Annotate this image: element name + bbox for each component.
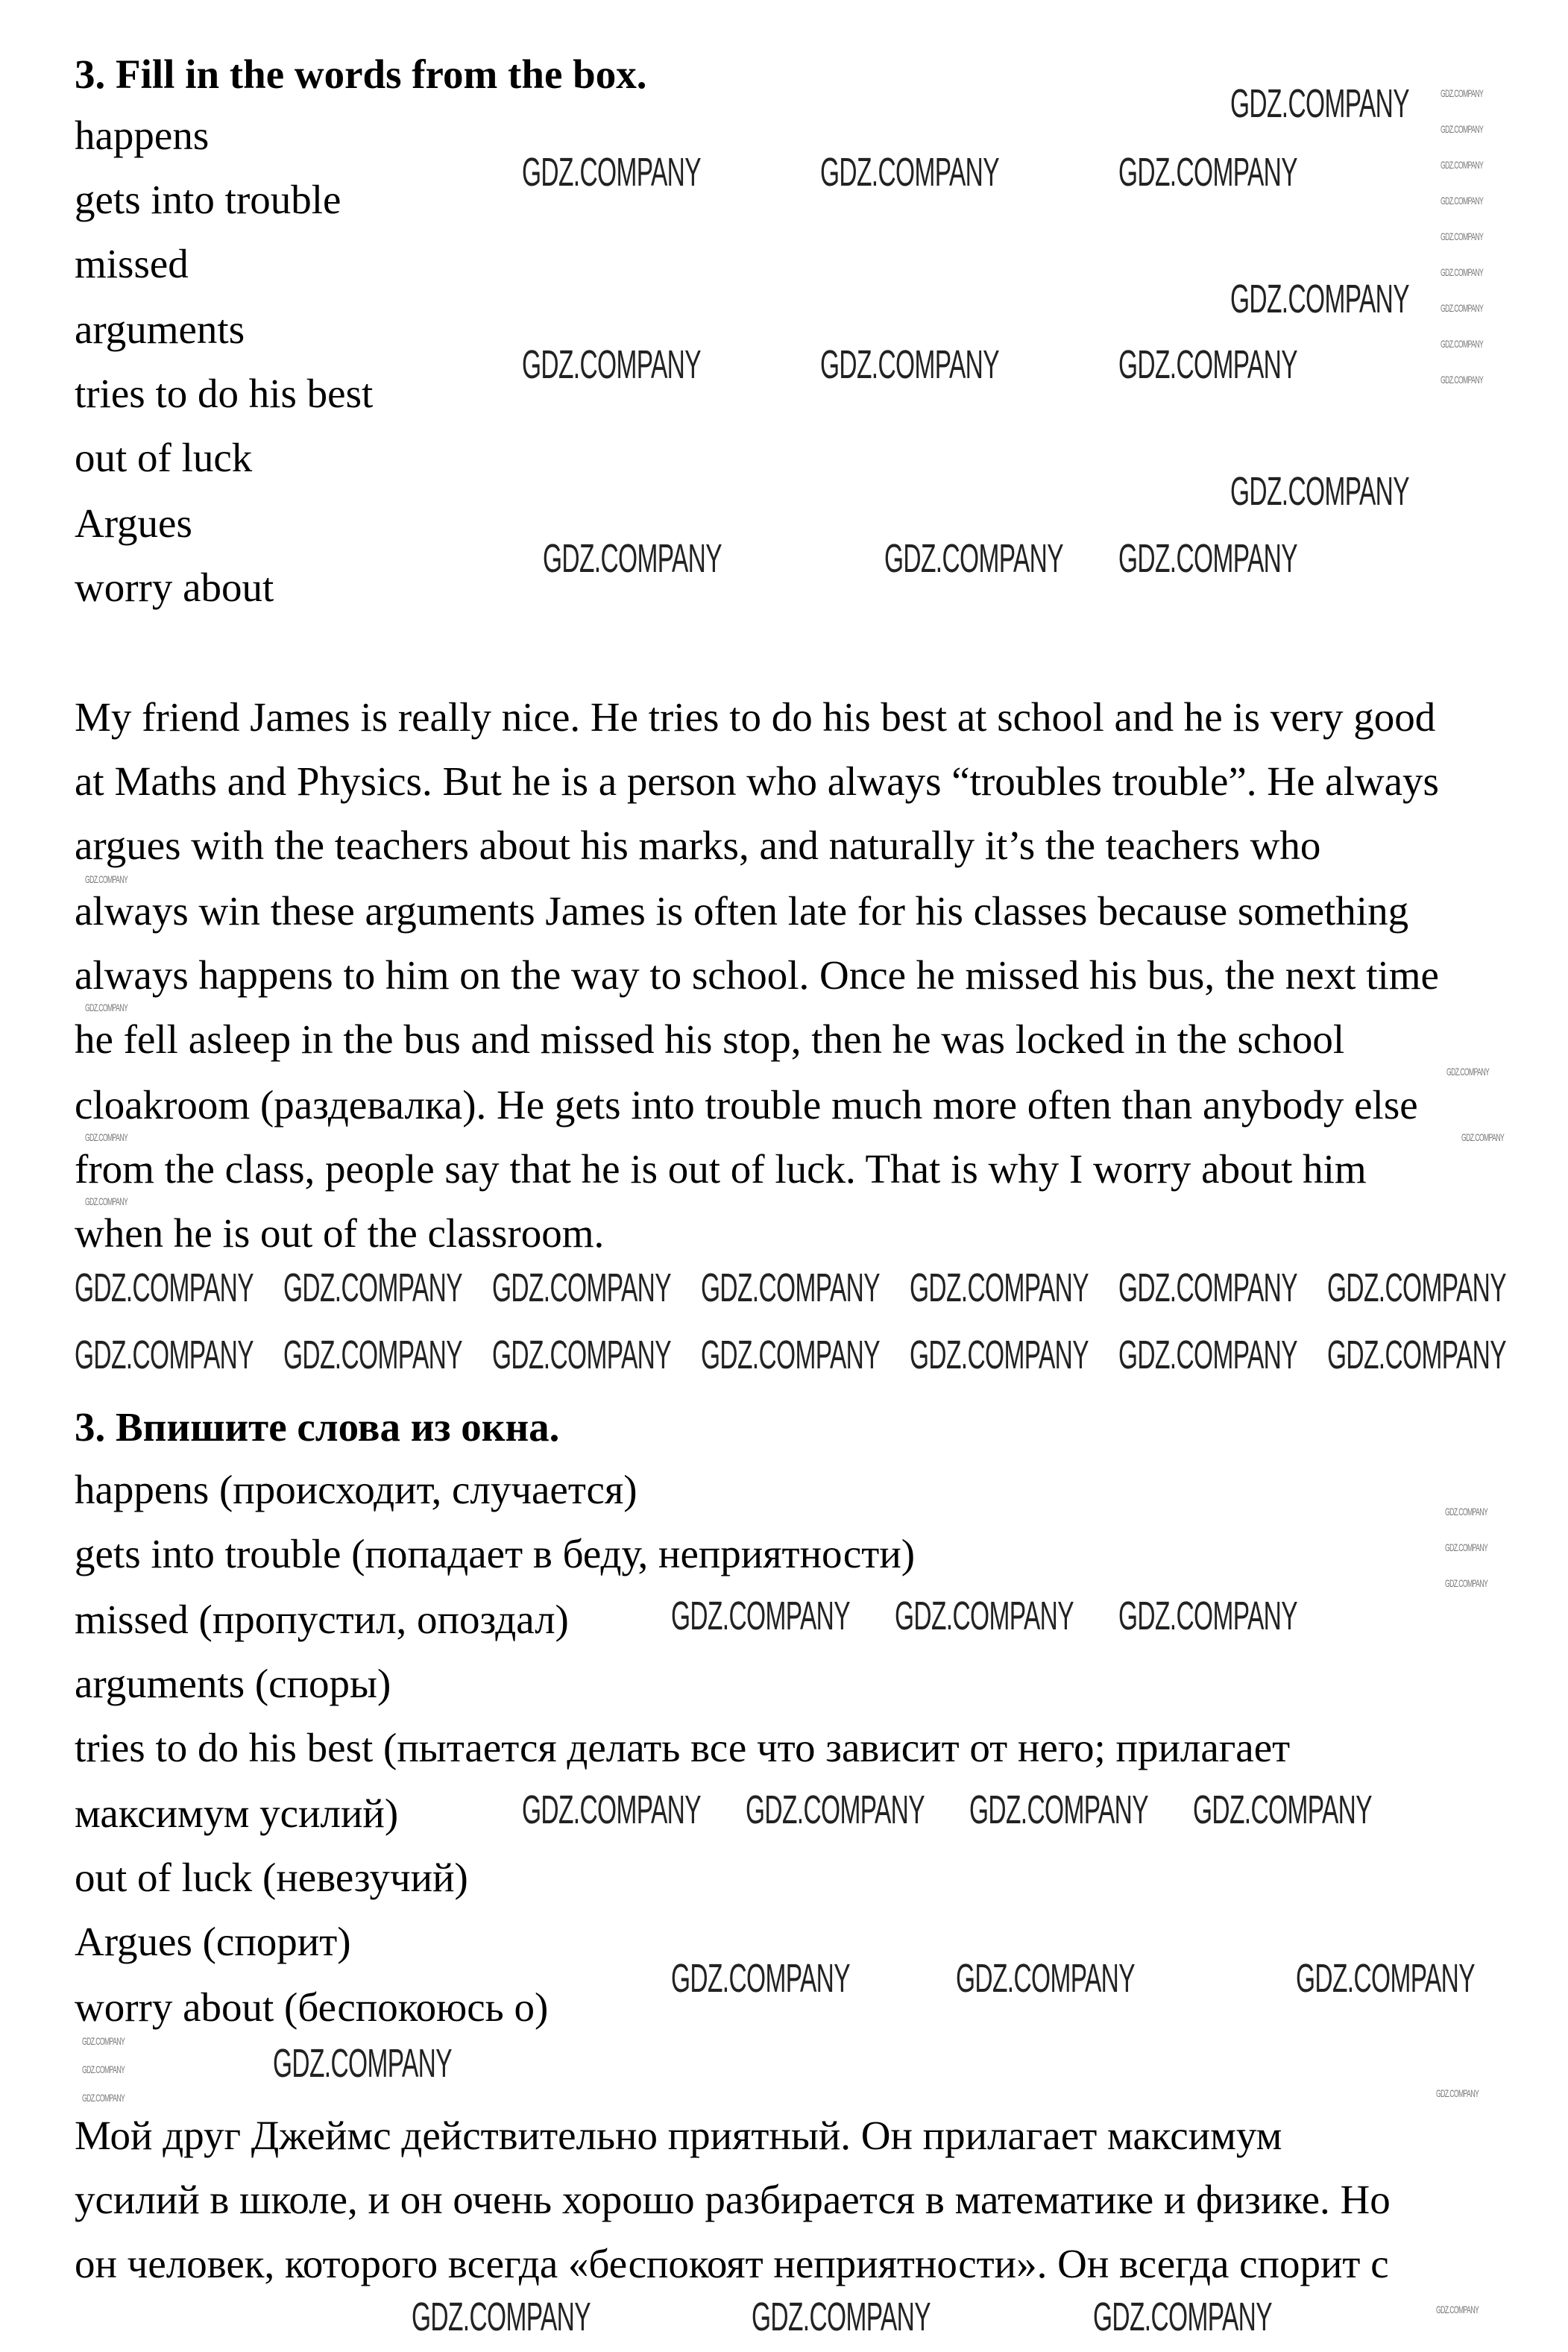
watermark-small: GDZ.COMPANY: [82, 2063, 125, 2075]
watermark-small: GDZ.COMPANY: [82, 2035, 125, 2047]
watermark-small: GDZ.COMPANY: [1446, 1066, 1490, 1078]
watermark: GDZ.COMPANY: [412, 2295, 591, 2339]
watermark: GDZ.COMPANY: [969, 1787, 1148, 1832]
watermark: GDZ.COMPANY: [283, 1333, 462, 1377]
watermark-small: GDZ.COMPANY: [1441, 195, 1484, 207]
paragraph-line: always happens to him on the way to school. Once he missed his bus, the next time: [75, 952, 1439, 998]
watermark: GDZ.COMPANY: [752, 2295, 931, 2339]
watermark: GDZ.COMPANY: [1193, 1787, 1372, 1832]
word-item: arguments: [75, 306, 245, 352]
watermark: GDZ.COMPANY: [1118, 1265, 1297, 1310]
watermark: GDZ.COMPANY: [910, 1333, 1089, 1377]
watermark-small: GDZ.COMPANY: [1445, 1506, 1488, 1518]
word-item: gets into trouble: [75, 177, 341, 222]
watermark: GDZ.COMPANY: [283, 1265, 462, 1310]
paragraph-line: always win these arguments James is often late for his classes because something: [75, 888, 1409, 934]
watermark: GDZ.COMPANY: [1327, 1265, 1506, 1310]
watermark: GDZ.COMPANY: [895, 1594, 1074, 1638]
word-item: out of luck (невезучий): [75, 1855, 468, 1900]
watermark: GDZ.COMPANY: [820, 150, 999, 195]
paragraph-line: he fell asleep in the bus and missed his stop, then he was locked in the school: [75, 1016, 1345, 1062]
watermark: GDZ.COMPANY: [492, 1333, 671, 1377]
paragraph-line: он человек, которого всегда «беспокоят неприятности». Он всегда спорит с: [75, 2241, 1389, 2286]
watermark: GDZ.COMPANY: [1230, 469, 1409, 514]
word-item: gets into trouble (попадает в беду, неприятности): [75, 1531, 916, 1576]
paragraph-line: cloakroom (раздевалка). He gets into trouble much more often than anybody else: [75, 1082, 1418, 1128]
watermark: GDZ.COMPANY: [1230, 277, 1409, 321]
watermark-small: GDZ.COMPANY: [1445, 1577, 1488, 1589]
watermark: GDZ.COMPANY: [671, 1956, 850, 2001]
watermark: GDZ.COMPANY: [671, 1594, 850, 1638]
watermark: GDZ.COMPANY: [522, 342, 701, 387]
word-item: максимум усилий): [75, 1790, 399, 1836]
watermark-small: GDZ.COMPANY: [1441, 123, 1484, 135]
word-item: worry about (беспокоюсь о): [75, 1984, 549, 2030]
watermark: GDZ.COMPANY: [1296, 1956, 1475, 2001]
word-item: Argues (спорит): [75, 1919, 351, 1964]
watermark: GDZ.COMPANY: [1118, 1594, 1297, 1638]
watermark-small: GDZ.COMPANY: [1445, 1541, 1488, 1553]
watermark: GDZ.COMPANY: [1230, 81, 1409, 126]
watermark: GDZ.COMPANY: [1118, 536, 1297, 581]
watermark-small: GDZ.COMPANY: [1441, 374, 1484, 386]
watermark: GDZ.COMPANY: [1118, 342, 1297, 387]
watermark: GDZ.COMPANY: [820, 342, 999, 387]
word-item: out of luck: [75, 435, 253, 480]
word-item: missed (пропустил, опоздал): [75, 1597, 569, 1642]
paragraph-line: at Maths and Physics. But he is a person who always “troubles trouble”. He always: [75, 758, 1439, 804]
word-item: arguments (споры): [75, 1661, 391, 1706]
watermark: GDZ.COMPANY: [1327, 1333, 1506, 1377]
watermark: GDZ.COMPANY: [956, 1956, 1135, 2001]
watermark: GDZ.COMPANY: [701, 1333, 880, 1377]
watermark-small: GDZ.COMPANY: [1461, 1131, 1505, 1143]
watermark: GDZ.COMPANY: [746, 1787, 925, 1832]
exercise-title-en: 3. Fill in the words from the box.: [75, 51, 647, 97]
paragraph-line: when he is out of the classroom.: [75, 1210, 605, 1256]
word-item: missed: [75, 241, 189, 286]
watermark: GDZ.COMPANY: [884, 536, 1063, 581]
watermark: GDZ.COMPANY: [1093, 2295, 1272, 2339]
watermark-small: GDZ.COMPANY: [1441, 230, 1484, 242]
paragraph-line: Мой друг Джеймс действительно приятный. Он прилагает максимум: [75, 2113, 1282, 2158]
exercise-title-ru: 3. Впишите слова из окна.: [75, 1404, 560, 1450]
paragraph-line: My friend James is really nice. He tries to do his best at school and he is very good: [75, 694, 1436, 740]
watermark-small: GDZ.COMPANY: [1441, 266, 1484, 278]
watermark: GDZ.COMPANY: [522, 1787, 701, 1832]
word-item: tries to do his best: [75, 371, 374, 416]
word-item: tries to do his best (пытается делать все что зависит от него; прилагает: [75, 1725, 1291, 1770]
paragraph-line: from the class, people say that he is out of luck. That is why I worry about him: [75, 1146, 1367, 1192]
watermark: GDZ.COMPANY: [75, 1265, 254, 1310]
paragraph-line: усилий в школе, и он очень хорошо разбирается в математике и физике. Но: [75, 2177, 1391, 2222]
watermark-small: GDZ.COMPANY: [85, 1131, 128, 1143]
watermark: GDZ.COMPANY: [1118, 150, 1297, 195]
word-item: happens: [75, 113, 210, 158]
watermark-small: GDZ.COMPANY: [85, 873, 128, 885]
word-item: Argues: [75, 500, 192, 546]
watermark-small: GDZ.COMPANY: [85, 1002, 128, 1013]
watermark: GDZ.COMPANY: [1118, 1333, 1297, 1377]
watermark: GDZ.COMPANY: [75, 1333, 254, 1377]
watermark-small: GDZ.COMPANY: [1436, 2304, 1479, 2315]
paragraph-line: argues with the teachers about his marks, and naturally it’s the teachers who: [75, 823, 1321, 868]
watermark: GDZ.COMPANY: [273, 2041, 452, 2086]
watermark-small: GDZ.COMPANY: [82, 2092, 125, 2104]
watermark: GDZ.COMPANY: [543, 536, 722, 581]
word-item: happens (происходит, случается): [75, 1467, 637, 1512]
watermark-small: GDZ.COMPANY: [1441, 159, 1484, 171]
watermark-small: GDZ.COMPANY: [1441, 87, 1484, 99]
watermark: GDZ.COMPANY: [492, 1265, 671, 1310]
watermark-small: GDZ.COMPANY: [85, 1195, 128, 1207]
watermark-small: GDZ.COMPANY: [1441, 338, 1484, 350]
watermark: GDZ.COMPANY: [522, 150, 701, 195]
watermark: GDZ.COMPANY: [701, 1265, 880, 1310]
word-item: worry about: [75, 565, 274, 610]
watermark: GDZ.COMPANY: [910, 1265, 1089, 1310]
watermark-small: GDZ.COMPANY: [1441, 302, 1484, 314]
watermark-small: GDZ.COMPANY: [1436, 2087, 1479, 2099]
